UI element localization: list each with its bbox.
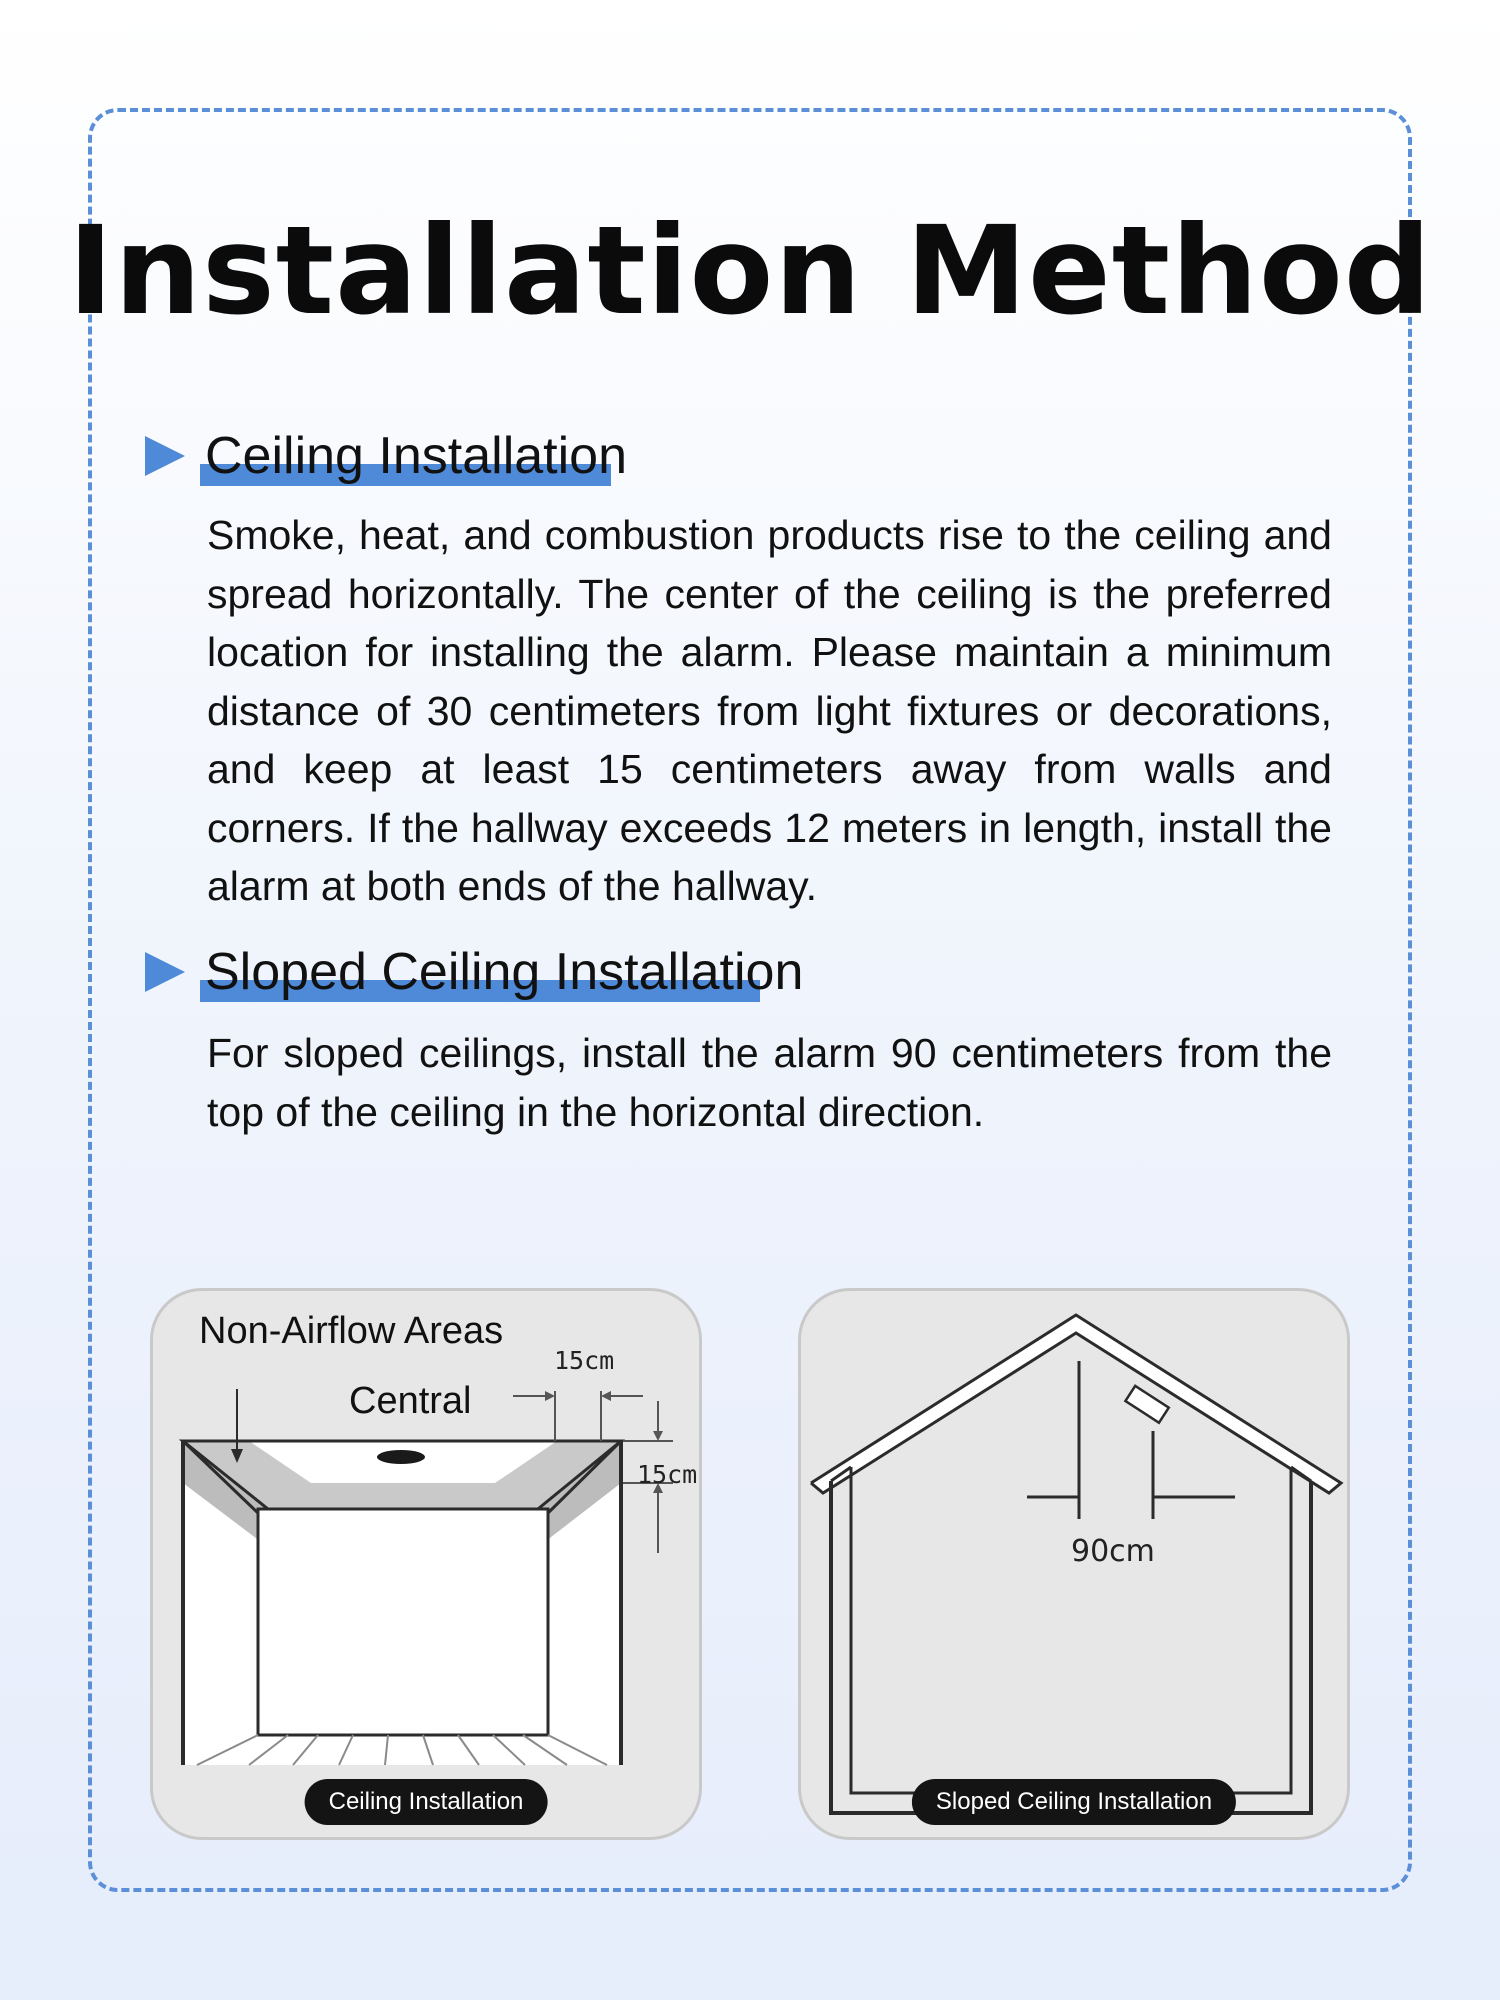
section-heading-text: Sloped Ceiling Installation [205,943,804,1001]
section-body-ceiling: Smoke, heat, and combustion products rise to the ceiling and spread horizontally. The center of the ceiling is the preferred location for installing the alarm. Please maintain a minimum distance of 30 centimeters from light fixtures or decorations, and keep at least 15 centimeters away from walls and corners. If the hallway exceeds 12 meters in length, install the alarm at both ends of the hallway. [207,512,1332,909]
ceiling-installation-diagram [150,1288,702,1840]
diagram-caption: Ceiling Installation [305,1779,548,1825]
dimension-top-label: 15cm [554,1346,615,1375]
section-body-sloped: For sloped ceilings, install the alarm 90 centimeters from the top of the ceiling in the horizontal direction. [207,1030,1332,1135]
triangle-bullet-icon [145,952,185,992]
ceiling-room-illustration [153,1291,702,1840]
page-title: Installation Method [67,200,1433,342]
triangle-bullet-icon [145,436,185,476]
sloped-house-illustration [801,1291,1350,1840]
section-heading-text: Ceiling Installation [205,427,628,485]
non-airflow-label: Non-Airflow Areas [199,1310,504,1352]
distance-label: 90cm [1071,1534,1155,1569]
diagram-caption: Sloped Ceiling Installation [912,1779,1236,1825]
sloped-ceiling-diagram [798,1288,1350,1840]
dimension-side-label: 15cm [637,1460,698,1489]
central-label: Central [349,1380,472,1422]
